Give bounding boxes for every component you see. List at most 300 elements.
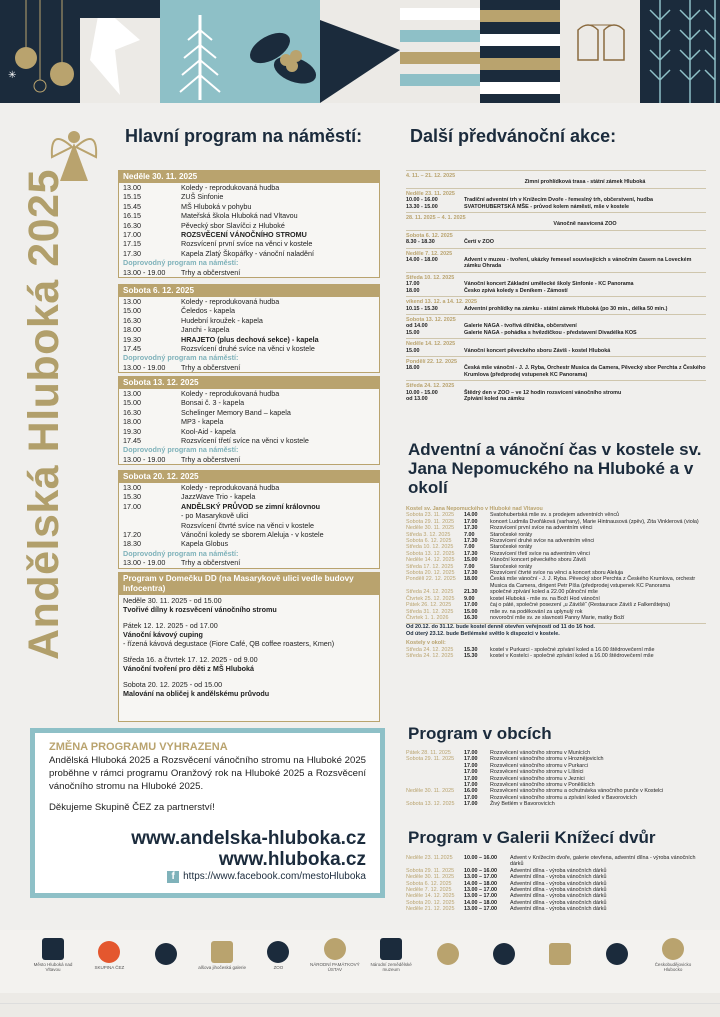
notice-thanks: Děkujeme Skupině ČEZ za partnerství! (49, 802, 215, 813)
program-time: 15.00 (123, 306, 141, 316)
row-event: Adventní dílna - výroba vánočních dárků (510, 906, 607, 913)
program-time: 17.00 (123, 230, 141, 240)
row-event: Rozsvícení druhé svíce na adventním věnci (490, 538, 595, 545)
row-event: Rozsvěcení vánočního stromu v Poněšicích (490, 782, 595, 789)
program-event: Trhy a občerstvení (181, 454, 241, 464)
partner-logo-icon (211, 941, 233, 963)
row-date: Středa 17. 12. 2025 (406, 563, 454, 570)
program-row (119, 221, 379, 230)
stripe (480, 58, 560, 70)
event-date: Sobota 6. 12. 2025 (406, 232, 453, 239)
row-event: Svatohubertská mše sv. s prodejem adventních věnců (490, 512, 620, 519)
facebook-icon: f (167, 871, 179, 883)
event-text: Česko zpívá koledy s Deníkem - Zámostí (464, 287, 568, 294)
event-text: Galerie NAGA - pohádka s hvězdičkou - představení Divadélka KOS (464, 329, 637, 336)
svg-text:✳: ✳ (8, 70, 17, 81)
event-text: Česká mše vánoční - J. J. Ryba, Orchestr Musica da Camera, Pěvecký sbor Perchta z Českého Krumlova (předprodej vstupenek KC Panorama) (464, 365, 706, 378)
row-event: Staročeské roráty (490, 544, 533, 551)
day-heading: Sobota 6. 12. 2025 (119, 285, 379, 297)
event-row (406, 348, 706, 354)
program-time: 16.15 (123, 211, 141, 221)
event-group (406, 170, 706, 186)
partner-logo-icon (42, 938, 64, 960)
event-text: Adventní prohlídky na zámku - státní zámek Hluboká (po 30 min., délka 50 min.) (464, 305, 668, 312)
row-event: Rozsvěcení vánočního stromu v Jeznici (490, 775, 585, 782)
event-group (406, 356, 706, 378)
church-row (406, 576, 706, 589)
row-time: 7.00 (464, 544, 475, 551)
program-time: 13.00 - 19.00 (123, 558, 166, 568)
domecek-program (118, 572, 380, 722)
tree-tile (160, 0, 240, 103)
event-time: 10.15 - 15.30 (406, 305, 438, 312)
event-row (406, 306, 706, 312)
row-date: Sobota 29. 11. 2025 (406, 756, 455, 763)
row-time: 16.00 (464, 788, 478, 795)
row-event: Rozsvěcení vánočního stromu v Munících (490, 750, 591, 756)
row-date: Neděle 14. 12. 2025 (406, 893, 455, 900)
row-date: Neděle 14. 12. 2025 (406, 557, 455, 564)
facebook-url: https://www.facebook.com/mestoHluboka (183, 871, 366, 882)
side-program-label: Doprovodný program na náměstí: (123, 258, 239, 268)
row-time: 17.00 (464, 602, 478, 609)
row-date: Sobota 6. 12. 2025 (406, 880, 452, 887)
program-row (119, 511, 379, 520)
program-time: 13.00 - 19.00 (123, 454, 166, 464)
row-time: 15.30 (464, 652, 478, 659)
row-time: 17.00 (464, 518, 478, 525)
notice-heading: ZMĚNA PROGRAMU VYHRAZENA (49, 741, 228, 753)
program-event: Rozsvícení třetí svíce na věnci v kostele (181, 436, 309, 446)
program-event: Hudební kroužek - kapela (181, 315, 263, 325)
domecek-item (119, 621, 379, 648)
church-program (406, 506, 706, 659)
mittens-icon (560, 0, 640, 103)
gallery-row (406, 855, 706, 868)
church-row (406, 615, 706, 621)
program-time: 17.30 (123, 248, 141, 258)
program-event: Schelinger Memory Band – kapela (181, 407, 291, 417)
event-row (406, 257, 706, 270)
program-time: 17.00 (123, 501, 141, 511)
program-time: 15.30 (123, 492, 141, 502)
row-time: 17.00 (464, 775, 478, 782)
program-time: 15.00 (123, 398, 141, 408)
partner-logo (310, 938, 360, 972)
row-date: Neděle 21. 12. 2025 (406, 906, 455, 913)
program-time (123, 511, 181, 520)
program-row (119, 436, 379, 445)
gallery-program (406, 855, 706, 913)
decorative-banner (0, 0, 720, 103)
program-row (119, 408, 379, 417)
row-time: 13.00 – 17.00 (464, 906, 497, 913)
stripes-tile (480, 0, 560, 103)
program-event: JazzWave Trio - kapela (181, 492, 256, 502)
nearby-row (406, 653, 706, 659)
event-date: Středa 24. 12. 2025 (406, 383, 455, 390)
event-group (406, 248, 706, 270)
church-heading: Kostel sv. Jana Nepomuckého v Hluboké nad Vltavou (406, 506, 543, 512)
row-event: Česká mše vánoční - J. J. Ryba. Pěvecký sbor Perchta z Českého Krumlova, orchestr Musica da Camera, dirigent Petr Píša (předprodej vstupenek KC Panorama (490, 576, 696, 589)
row-date: Čtvrtek 25. 12. 2025 (406, 595, 455, 602)
row-date: Středa 3. 12. 2025 (406, 531, 451, 538)
event-group (406, 212, 706, 228)
side-program-label: Doprovodný program na náměstí: (123, 353, 239, 363)
pine-pattern-tile (640, 0, 720, 103)
program-event: Koledy - reprodukovaná hudba (181, 389, 280, 398)
side-program-label: Doprovodný program na náměstí: (123, 548, 239, 558)
domecek-event: Malování na obličej k andělskému průvodu (123, 689, 270, 698)
row-event: Rozsvícení první svíce na adventním věnci (490, 525, 593, 532)
row-time: 13.00 – 17.00 (464, 887, 497, 894)
tree-icon (160, 0, 240, 103)
program-event: Rozsvícení druhé svíce na věnci v kostele (181, 344, 315, 354)
partner-logo-label: Město Hluboká nad Vltavou (33, 962, 73, 972)
program-row (119, 389, 379, 398)
gold-stripes-tile (400, 0, 480, 103)
program-time: 19.30 (123, 426, 141, 436)
day-heading: Sobota 13. 12. 2025 (119, 377, 379, 389)
side-program-row (119, 268, 379, 277)
event-date: Pondělí 22. 12. 2025 (406, 358, 457, 365)
program-time: 13.00 (123, 297, 141, 306)
program-row (119, 239, 379, 248)
row-event: kostel v Purkarci - společné zpívání koled a 16.00 štědrovečerní mše (490, 646, 655, 653)
row-date: Pátek 28. 11. 2025 (406, 750, 451, 756)
event-time: 15.00 (406, 329, 420, 336)
program-event: Koledy - reprodukovaná hudba (181, 183, 280, 192)
event-date: Středa 10. 12. 2025 (406, 274, 455, 281)
main-program-title: Hlavní program na náměstí: (125, 126, 363, 146)
program-event: Rozsvícení první svíce na věnci v kostele (181, 239, 313, 249)
village-row (406, 801, 706, 807)
event-time: 10.00 - 16.00 (406, 197, 438, 204)
program-row (119, 297, 379, 306)
event-text: Vánoční koncert Základní umělecké školy Sinfonie - KC Panorama (464, 281, 634, 288)
row-event: Staročeské roráty (490, 531, 533, 538)
partner-logo-icon (437, 943, 459, 965)
event-group (406, 230, 706, 246)
program-time: 13.00 (123, 389, 141, 398)
program-row (119, 398, 379, 407)
row-event: Staročeské roráty (490, 563, 533, 570)
program-event: ANDĚLSKÝ PRŮVOD se zimní královnou (181, 501, 320, 511)
row-time: 17.00 (464, 782, 478, 789)
domecek-items (119, 596, 379, 698)
program-time: 17.15 (123, 239, 141, 249)
row-time: 14.00 (464, 512, 478, 519)
program-row (119, 492, 379, 501)
event-text: Zpívání koled na zámku (464, 395, 525, 402)
partner-logo (28, 938, 78, 972)
event-text: Galerie NAGA - tvořivá dílnička, občerstvení (464, 323, 577, 330)
event-date: Neděle 14. 12. 2025 (406, 341, 456, 348)
event-date: Sobota 13. 12. 2025 (406, 316, 456, 323)
program-row (119, 316, 379, 325)
row-event: Rozsvěcení vánočního stromu a ochutnávka vánočního punče v Kostelci (490, 788, 664, 795)
event-time: 13.30 - 15.00 (406, 203, 438, 210)
event-time: 18.00 (406, 365, 420, 372)
church-note-2: Od úterý 23.12. bude Betlémské světlo k dispozici v kostele. (406, 630, 560, 637)
partner-logo-icon (662, 938, 684, 960)
side-program-row (119, 558, 379, 567)
domecek-date: Středa 16. a čtvrtek 17. 12. 2025 - od 9.00 (123, 655, 258, 664)
program-row (119, 530, 379, 539)
row-date: Neděle 30. 11. 2025 (406, 525, 455, 532)
domecek-event: Tvořivé dílny k rozsvěcení vánočního stromu (123, 605, 277, 614)
program-time (123, 521, 181, 530)
notice-box (30, 728, 385, 898)
star-shape-icon (320, 0, 400, 103)
row-event: kostel v Kostelci - společné zpívání koled a 16.00 štědrovečerní mše (490, 652, 654, 659)
row-date: Středa 24. 12. 2025 (406, 589, 454, 596)
event-time: 14.00 - 18.00 (406, 257, 438, 264)
row-date: Sobota 13. 12. 2025 (406, 801, 455, 808)
program-event: Trhy a občerstvení (181, 558, 241, 568)
side-program-row (119, 455, 379, 464)
row-event: Rozsvícení čtvrté svíce na věnci a koncert sboru Aleluja (490, 570, 624, 577)
row-time: 17.00 (464, 756, 478, 763)
program-time: 17.45 (123, 344, 141, 354)
program-row (119, 202, 379, 211)
row-date: Sobota 23. 11. 2025 (406, 512, 455, 519)
row-event: Rozsvěcení vánočního stromu v Líšnici (490, 769, 584, 776)
program-time: 18.30 (123, 539, 141, 549)
row-date: Středa 31. 12. 2025 (406, 608, 454, 615)
row-date: Neděle 30. 11. 2025 (406, 874, 455, 881)
facebook-link[interactable] (49, 870, 366, 883)
event-time (406, 179, 464, 185)
row-event: Adventní dílna - výroba vánočních dárků (510, 899, 607, 906)
partner-logo (592, 943, 642, 967)
program-time: 15.15 (123, 192, 141, 202)
row-time: 17.00 (464, 750, 478, 756)
event-date: víkend 13. 12. a 14. 12. 2025 (406, 299, 478, 306)
row-time: 17.00 (464, 769, 478, 776)
event-date: Neděle 7. 12. 2025 (406, 250, 453, 257)
event-group (406, 188, 706, 210)
program-event: Vánoční koledy se sborem Aleluja - v kostele (181, 530, 324, 540)
stripe (400, 74, 480, 86)
star-tile-2 (320, 0, 400, 103)
row-event: mše sv. na poděkování za uplynulý rok (490, 608, 583, 615)
row-time: 16.30 (464, 614, 478, 621)
domecek-date: Sobota 20. 12. 2025 - od 15.00 (123, 680, 223, 689)
day-heading: Neděle 30. 11. 2025 (119, 171, 379, 183)
row-event: Rozsvěcení vánočního stromu a zpívání koled v Bavorovicích (490, 794, 637, 801)
event-time: 10.00 - 15.00 (406, 389, 438, 396)
row-event: kostel Hluboká - mše sv. na Boží Hod vánoční (490, 595, 600, 602)
row-event: novoroční mše sv. ze slavnosti Panny Marie, matky Boží (490, 614, 625, 621)
row-time: 15.00 (464, 608, 478, 615)
row-event: Rozsvěcení vánočního stromu v Purkarci (490, 762, 588, 769)
row-event: Živý Betlém v Bavorovicích (490, 801, 555, 808)
partner-logo-icon (324, 938, 346, 960)
gallery-row (406, 906, 706, 912)
row-time: 13.00 – 17.00 (464, 874, 497, 881)
church-rows (406, 512, 706, 621)
program-event: HRAJETO (plus dechová sekce) - kapela (181, 334, 319, 344)
row-event: společné zpívání koled a 22.00 půlnoční mše (490, 589, 598, 596)
domecek-head: Program v Domečku DD (na Masarykově ulici vedle budovy Infocentra) (119, 573, 379, 595)
partner-logos (28, 935, 698, 975)
program-event: Bonsai č. 3 - kapela (181, 398, 245, 408)
event-row (406, 396, 706, 402)
row-event: Adventní dílna - výroba vánočních dárků (510, 874, 607, 881)
villages-program (406, 750, 706, 808)
program-time: 17.45 (123, 436, 141, 446)
program-time: 17.20 (123, 530, 141, 540)
row-date: Sobota 20. 12. 2025 (406, 899, 455, 906)
program-time: 13.00 - 19.00 (123, 362, 166, 372)
event-time: 15.00 (406, 347, 420, 354)
event-time: 18.00 (406, 287, 420, 294)
partner-logo-label: Národní zemědělské muzeum (370, 962, 412, 972)
program-time: 16.30 (123, 220, 141, 230)
other-events-title: Další předvánoční akce: (410, 126, 617, 146)
row-date: Čtvrtek 1. 1. 2026 (406, 614, 449, 621)
program-event: Koledy - reprodukovaná hudba (181, 297, 280, 306)
church-title: Adventní a vánoční čas v kostele sv. Jana Nepomuckého na Hluboké a v okolí (408, 440, 702, 497)
program-event: ROZSVĚCENÍ VÁNOČNÍHO STROMU (181, 230, 307, 240)
event-text: Čertí v ZOO (464, 239, 494, 246)
row-time: 7.00 (464, 531, 475, 538)
program-event: Trhy a občerstvení (181, 267, 241, 277)
ornaments-tile (0, 0, 80, 103)
event-group (406, 296, 706, 312)
program-event: Rozsvícení čtvrté svíce na věnci v kostele (181, 520, 315, 530)
row-time: 10.00 – 16.00 (464, 867, 497, 874)
row-date: Sobota 20. 12. 2025 (406, 570, 455, 577)
partner-logo (479, 943, 529, 967)
program-event: ZUŠ Sinfonie (181, 192, 224, 202)
row-time: 14.00 – 18.00 (464, 899, 497, 906)
row-event: Rozsvícení třetí svíce na adventním věnci (490, 550, 590, 557)
row-event: čaj o páté, společné posezení „u Závišě“ (Restaurace Záviš z Falkenštejna) (490, 602, 671, 609)
row-event: koncert Ludmila Dvořáková (varhany), Marie Hintnausová (zpěv), Zita Vinklerová (viola) (490, 518, 699, 525)
website-link[interactable]: www.andelska-hluboka.cz (131, 828, 366, 849)
partner-logo-label: SKUPINA ČEZ (94, 964, 125, 970)
star-tile (80, 0, 160, 103)
program-event: Janchi - kapela (181, 325, 230, 335)
mittens-tile (560, 0, 640, 103)
domecek-item (119, 680, 379, 698)
domecek-note: - řízená kávová degustace (Fiore Café, QB coffee roasters, Kmen) (123, 639, 335, 648)
partner-logo (535, 943, 585, 967)
stripe (480, 82, 560, 94)
row-event: Adventní dílna - výroba vánočních dárků (510, 867, 607, 874)
event-row (406, 365, 706, 378)
program-row (119, 306, 379, 315)
event-text: SVATOHUBERTSKÁ MŠE - průvod kolem náměstí, mše v kostele (464, 203, 630, 210)
vertical-title: Andělská Hluboká 2025 (20, 169, 68, 660)
program-event: MŠ Hluboká v pohybu (181, 201, 252, 211)
day-block (118, 170, 380, 278)
holly-tile (240, 0, 320, 103)
program-event: Trhy a občerstvení (181, 362, 241, 372)
event-text: Zimní prohlídková trasa - státní zámek Hluboká (524, 179, 646, 186)
partner-logo-icon (267, 941, 289, 963)
program-time: 13.00 - 19.00 (123, 267, 166, 277)
day-heading: Sobota 20. 12. 2025 (119, 471, 379, 483)
partner-logo-label: alšova jihočeská galerie (198, 964, 246, 970)
website-link-2[interactable]: www.hluboka.cz (218, 849, 366, 870)
program-row (119, 344, 379, 353)
event-date: 28. 11. 2025 – 4. 1. 2025 (406, 215, 466, 222)
domecek-item (119, 596, 379, 614)
program-event: - po Masarykově ulici (181, 511, 249, 521)
row-time: 14.00 – 18.00 (464, 880, 497, 887)
stripe (480, 34, 560, 46)
partner-logo (253, 941, 303, 970)
bottom-band (0, 993, 720, 1017)
side-program-row (119, 363, 379, 372)
row-date: Sobota 29. 11. 2025 (406, 867, 455, 874)
event-time: od 14.00 (406, 323, 428, 330)
row-event: Adventní dílna - výroba vánočních dárků (510, 887, 607, 894)
program-time: 16.30 (123, 315, 141, 325)
row-time: 17.00 (464, 794, 478, 801)
stripe (400, 30, 480, 42)
program-row (119, 335, 379, 344)
row-time: 17.00 (464, 801, 478, 808)
partner-logo (141, 943, 191, 967)
row-time: 17.30 (464, 550, 478, 557)
program-event: Kapela Zlatý Škopářky - vánoční naladění (181, 248, 315, 258)
program-row (119, 483, 379, 492)
row-time: 17.30 (464, 525, 478, 532)
gallery-title: Program v Galerii Knížecí dvůr (408, 828, 656, 847)
holly-icon (240, 0, 320, 103)
program-row (119, 249, 379, 258)
domecek-date: Neděle 30. 11. 2025 - od 15.00 (123, 596, 222, 605)
program-row (119, 192, 379, 201)
program-time: 15.45 (123, 201, 141, 211)
row-date: Neděle 30. 11. 2025 (406, 788, 455, 795)
church-note-1: Od 20.12. do 31.12. bude kostel denně otevřen veřejnosti od 11 do 16 hod. (406, 623, 706, 630)
program-time: 18.00 (123, 417, 141, 427)
row-event: Advent v Knížecím dvoře, galerie otevřena, adventní dílna - výroba vánočních dárků (510, 855, 696, 868)
row-date: Středa 10. 12. 2025 (406, 544, 454, 551)
program-time: 13.00 (123, 483, 141, 492)
partner-logo-icon (606, 943, 628, 965)
stripe (480, 10, 560, 22)
row-event: Vánoční koncert pěveckého sboru Záviš (490, 557, 586, 564)
row-time: 17.30 (464, 570, 478, 577)
partner-logo-label: NÁRODNÍ PAMÁTKOVÝ ÚSTAV (309, 962, 360, 972)
program-row (119, 325, 379, 334)
event-group (406, 272, 706, 294)
side-program-label: Doprovodný program na náměstí: (123, 445, 239, 455)
row-time: 7.00 (464, 563, 475, 570)
row-time: 17.30 (464, 538, 478, 545)
program-row (119, 183, 379, 192)
row-event: Adventní dílna - výroba vánočních dárků (510, 893, 607, 900)
star-icon (80, 0, 160, 103)
program-event: Kool-Aid - kapela (181, 426, 236, 436)
day-block (118, 470, 380, 569)
event-time: 17.00 (406, 281, 420, 288)
partner-logo-icon (155, 943, 177, 965)
program-event: Pěvecký sbor Slavíčci z Hluboké (181, 220, 285, 230)
partner-logo (84, 941, 134, 970)
program-row (119, 230, 379, 239)
program-time: 18.00 (123, 325, 141, 335)
row-time: 18.00 (464, 576, 478, 583)
pine-pattern-icon (640, 0, 720, 103)
event-text: Vánočně nasvícená ZOO (553, 221, 617, 228)
